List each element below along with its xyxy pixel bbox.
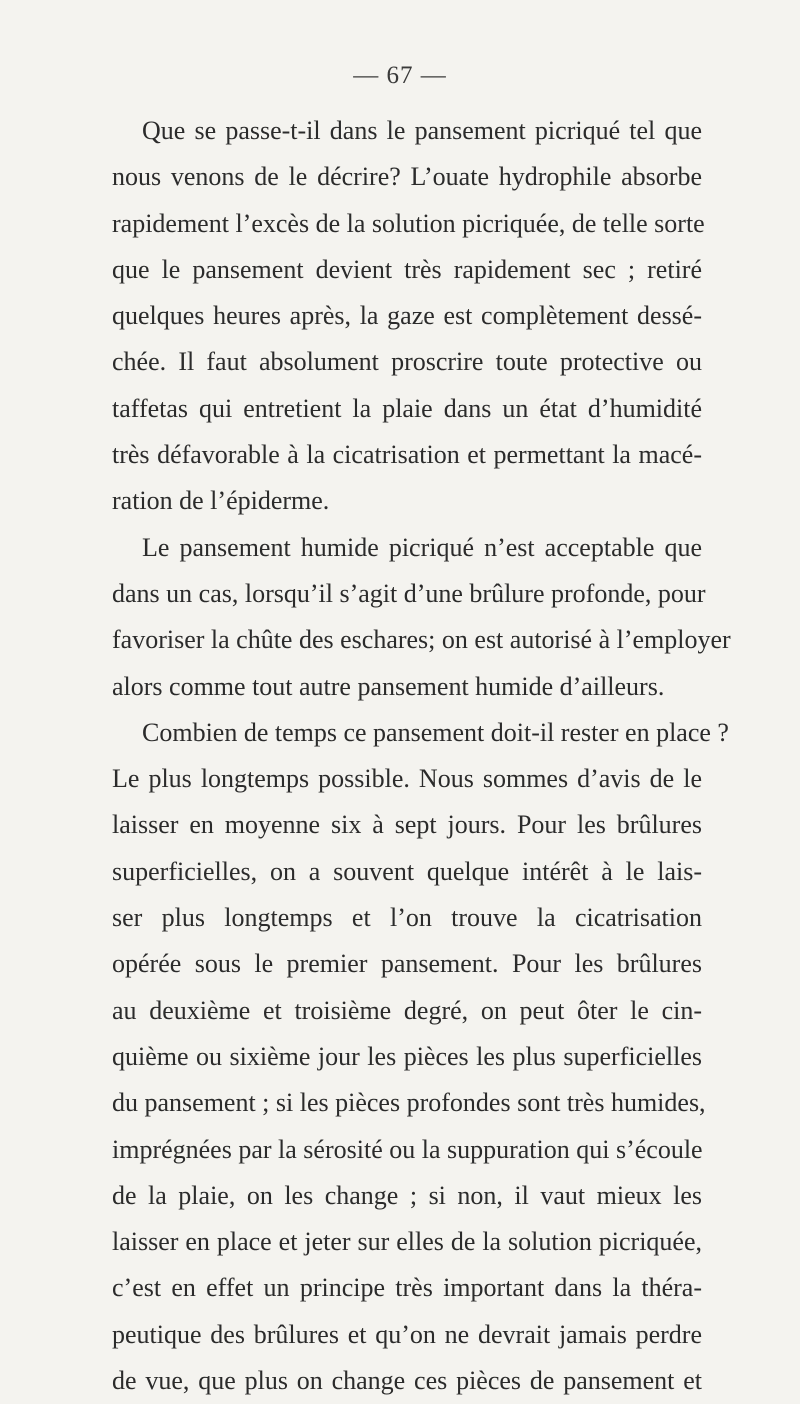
- text-line: opérée sous le premier pansement. Pour les brûlures: [112, 949, 702, 979]
- text-line: superficielles, on a souvent quelque intérêt à le lais-: [112, 856, 702, 886]
- text-line: c’est en effet un principe très important dans la théra-: [112, 1273, 702, 1303]
- text-line: de vue, que plus on change ces pièces de pansement et: [112, 1366, 702, 1396]
- text-line: de la plaie, on les change ; si non, il vaut mieux les: [112, 1180, 702, 1210]
- text-line: alors comme tout autre pansement humide d’ailleurs.: [112, 671, 665, 701]
- text-line: rapidement l’excès de la solution picriquée, de telle sorte: [112, 208, 705, 238]
- text-line: du pansement ; si les pièces profondes sont très humides,: [112, 1088, 706, 1118]
- text-line: peutique des brûlures et qu’on ne devrait jamais perdre: [112, 1319, 702, 1349]
- text-line: Le plus longtemps possible. Nous sommes d’avis de le: [112, 764, 702, 794]
- text-line: au deuxième et troisième degré, on peut ôter le cin-: [112, 995, 702, 1025]
- text-line: Combien de temps ce pansement doit-il rester en place ?: [142, 717, 729, 747]
- text-line: laisser en moyenne six à sept jours. Pour les brûlures: [112, 810, 702, 840]
- text-line: dans un cas, lorsqu’il s’agit d’une brûlure profonde, pour: [112, 578, 706, 608]
- page-number: — 67 —: [353, 62, 447, 89]
- text-line: chée. Il faut absolument proscrire toute protective ou: [112, 347, 702, 377]
- text-line: quième ou sixième jour les pièces les plus superficielles: [112, 1041, 702, 1071]
- text-line: ration de l’épiderme.: [112, 486, 330, 516]
- text-line: Le pansement humide picriqué n’est acceptable que: [142, 532, 702, 562]
- body-text: [112, 108, 731, 1404]
- text-line: quelques heures après, la gaze est complètement dessé-: [112, 301, 702, 331]
- text-line: imprégnées par la sérosité ou la suppuration qui s’écoule: [112, 1134, 703, 1164]
- text-line: ser plus longtemps et l’on trouve la cicatrisation: [112, 903, 702, 933]
- text-line: nous venons de le décrire? L’ouate hydrophile absorbe: [112, 162, 702, 192]
- text-line: laisser en place et jeter sur elles de la solution picriquée,: [112, 1227, 702, 1257]
- text-line: taffetas qui entretient la plaie dans un état d’humidité: [112, 393, 702, 423]
- text-line: que le pansement devient très rapidement sec ; retiré: [112, 254, 702, 284]
- text-line: Que se passe-t-il dans le pansement picriqué tel que: [142, 116, 702, 145]
- text-line: très défavorable à la cicatrisation et permettant la macé-: [112, 440, 702, 470]
- text-line: favoriser la chûte des eschares; on est autorisé à l’employer: [112, 625, 731, 655]
